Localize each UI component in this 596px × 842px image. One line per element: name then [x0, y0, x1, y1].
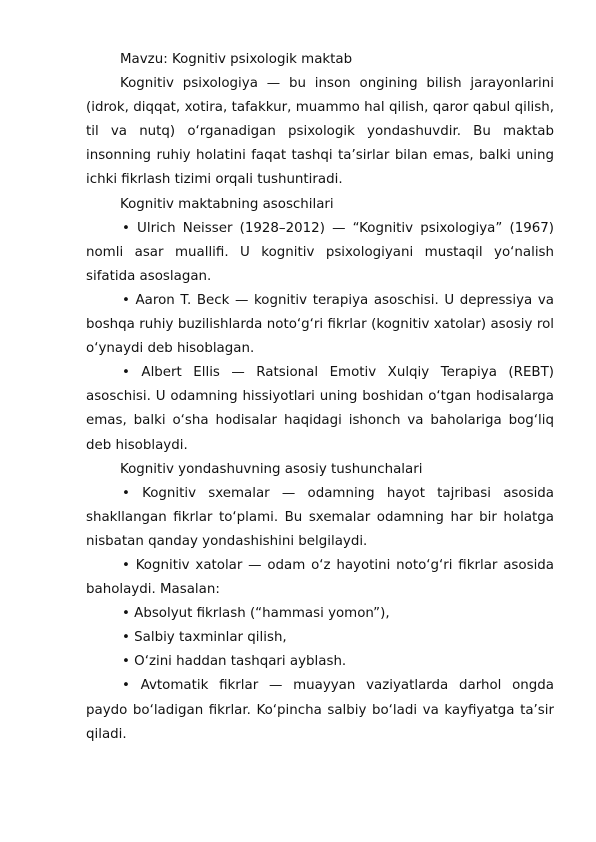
concept-errors: • Kognitiv xatolar — odam o‘z hayotini noto‘g‘ri fikrlar asosida baholaydi. Masalan:: [86, 557, 554, 598]
concept-automatic: • Avtomatik fikrlar — muayyan vaziyatlarda darhol ongda paydo bo‘ladigan fikrlar. Ko‘pincha salbiy bo‘ladi va kayfiyatga ta’sir qiladi.: [86, 678, 554, 742]
example-negative: • Salbiy taxminlar qilish,: [122, 630, 287, 646]
intro-paragraph: Kognitiv psixologiya — bu inson ongining bilish jarayonlarini (idrok, diqqat, xotira, tafakkur, muammo hal qilish, qaror qabul qilish, til va nutq) o‘rganadigan psixologik yondashuvdir. Bu maktab insonning ruhiy holatini faqat tashqi ta’sirlar bilan emas, balki uning ichki fikrlash tizimi orqali tushuntiradi.: [86, 76, 554, 188]
document-body: [86, 48, 554, 747]
founder-ellis: • Albert Ellis — Ratsional Emotiv Xulqiy Terapiya (REBT) asoschisi. U odamning hissiyotlari uning boshidan o‘tgan hodisalarga emas, balki o‘sha hodisalar haqidagi ishonch va baholariga bog‘liq deb hisoblaydi.: [86, 365, 554, 453]
founder-neisser: • Ulrich Neisser (1928–2012) — “Kognitiv psixologiya” (1967) nomli asar muallifi. U kognitiv psixologiyani mustaqil yo‘nalish sifatida asoslagan.: [86, 220, 554, 284]
concepts-heading: Kognitiv yondashuvning asosiy tushunchalari: [120, 461, 423, 477]
example-absolute: • Absolyut fikrlash (“hammasi yomon”),: [122, 606, 390, 622]
founders-heading: Kognitiv maktabning asoschilari: [120, 196, 334, 212]
topic-line: Mavzu: Kognitiv psixologik maktab: [120, 52, 353, 67]
example-blame: • O‘zini haddan tashqari ayblash.: [122, 654, 347, 670]
founder-beck: • Aaron T. Beck — kognitiv terapiya asoschisi. U depressiya va boshqa ruhiy buzilishlarda noto‘g‘ri fikrlar (kognitiv xatolar) asosiy rol o‘ynaydi deb hisoblagan.: [86, 292, 554, 357]
concept-schemas: • Kognitiv sxemalar — odamning hayot tajribasi asosida shakllangan fikrlar to‘plami. Bu sxemalar odamning har bir holatga nisbatan qanday yondashishini belgilaydi.: [86, 485, 554, 549]
